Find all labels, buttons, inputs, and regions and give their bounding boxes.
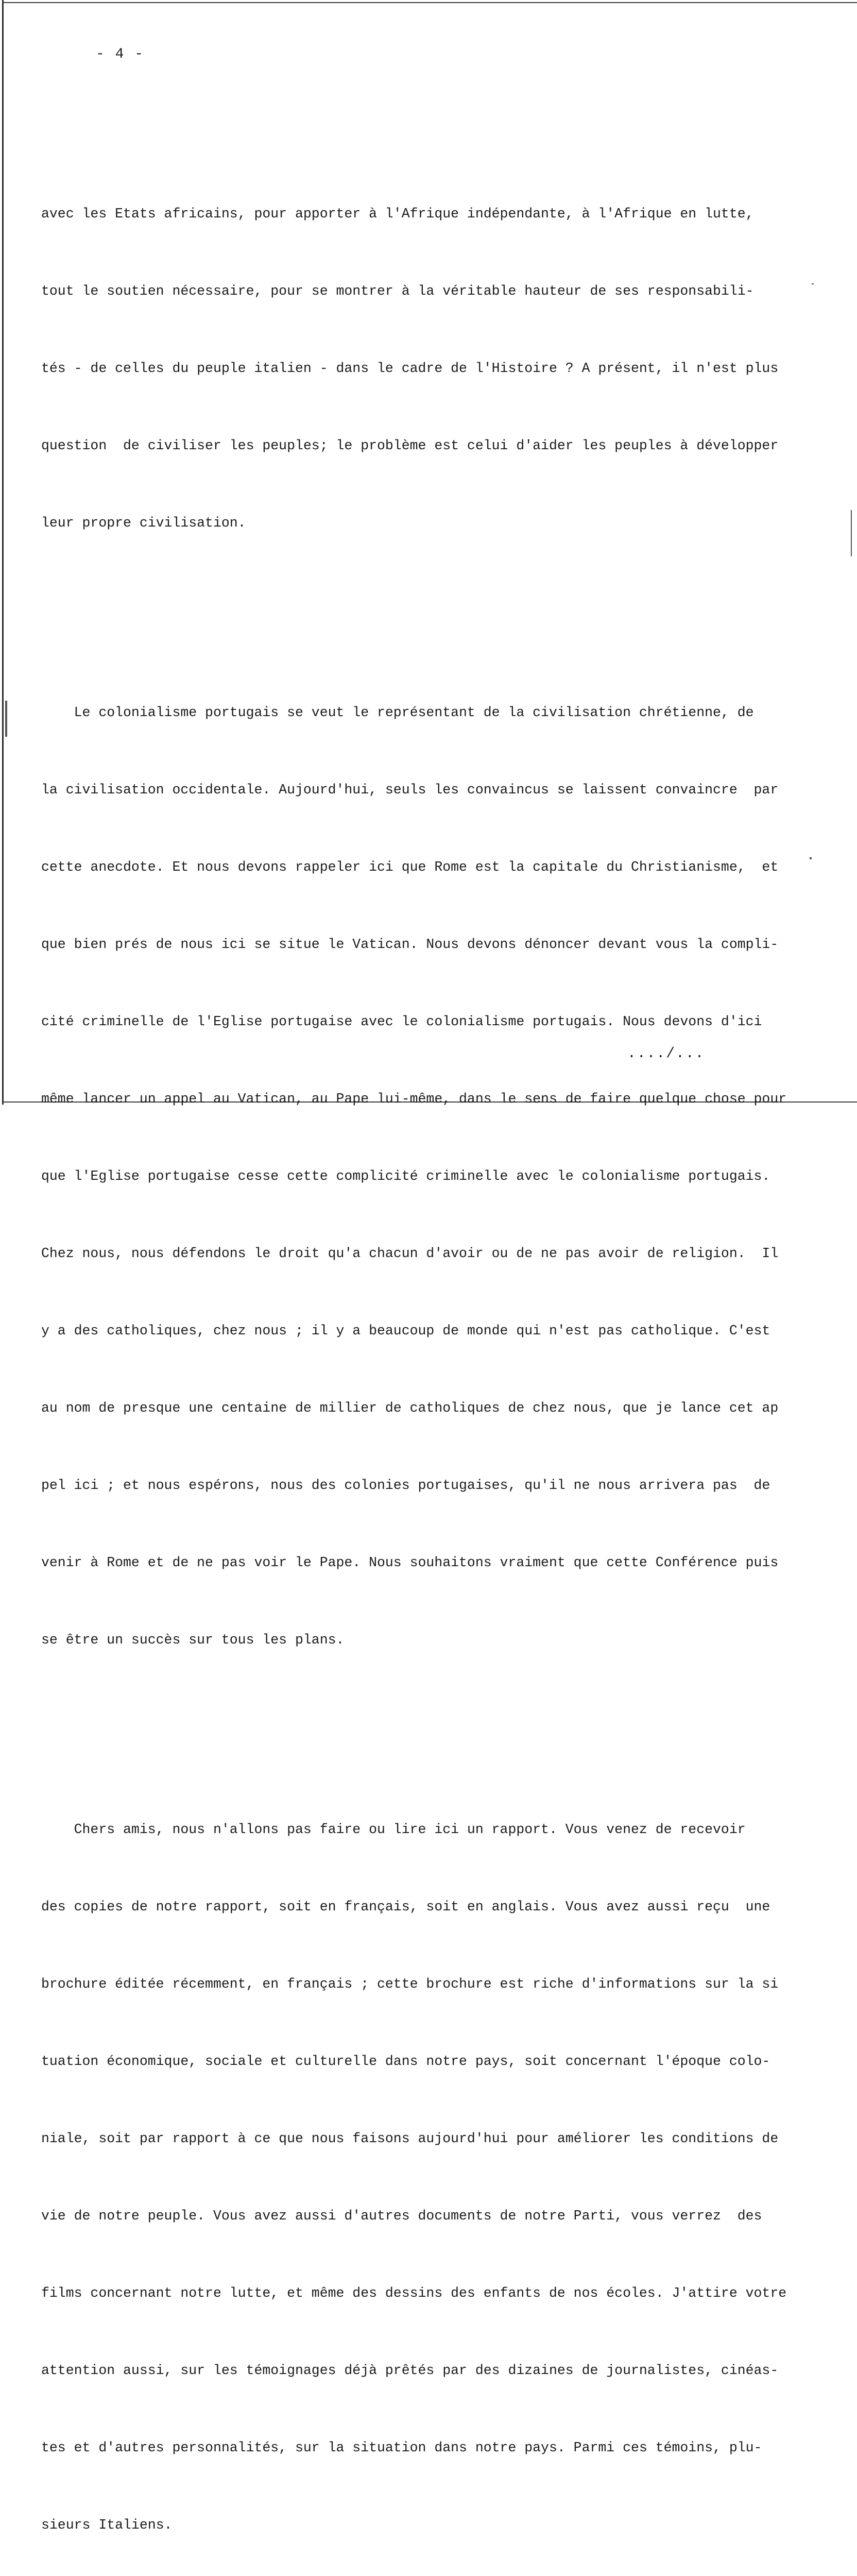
text-line: au nom de presque une centaine de millier de catholiques de chez nous, que je lance cet ap [41, 1400, 779, 1416]
text-line: la civilisation occidentale. Aujourd'hui, seuls les convaincus se laissent convaincre par [41, 782, 779, 798]
text-line: avec les Etats africains, pour apporter à l'Afrique indépendante, à l'Afrique en lutte, [41, 206, 754, 222]
text-line: brochure éditée récemment, en français ; cette brochure est riche d'informations sur la si [41, 1976, 779, 1992]
text-line: cette anecdote. Et nous devons rappeler ici que Rome est la capitale du Christianisme, et [41, 859, 779, 875]
text-line: Chers amis, nous n'allons pas faire ou lire ici un rapport. Vous venez de recevoir [41, 1822, 746, 1837]
continuation-mark: ..../... [627, 1046, 705, 1062]
scan-border-top [2, 2, 857, 3]
paragraph-3 [41, 1765, 787, 2576]
scan-speck [812, 283, 814, 284]
paragraph-2 [41, 648, 787, 1704]
text-line: sieurs Italiens. [41, 2517, 173, 2533]
text-line: vie de notre peuple. Vous avez aussi d'autres documents de notre Parti, vous verrez des [41, 2208, 762, 2224]
text-line: question de civiliser les peuples; le problème est celui d'aider les peuples à développer [41, 438, 779, 453]
scan-speck [851, 510, 852, 556]
text-line: attention aussi, sur les témoignages déjà prêtés par des dizaines de journalistes, cinéas- [41, 2363, 779, 2378]
page-number: - 4 - [96, 46, 145, 62]
text-line: se être un succès sur tous les plans. [41, 1632, 345, 1648]
scan-border-left [2, 0, 4, 1105]
text-line: films concernant notre lutte, et même des dessins des enfants de nos écoles. J'attire votre [41, 2285, 787, 2301]
paragraph-1 [41, 149, 783, 587]
text-line: leur propre civilisation. [41, 515, 246, 531]
text-line: tes et d'autres personnalités, sur la situation dans notre pays. Parmi ces témoins, plu- [41, 2440, 762, 2455]
text-line: Chez nous, nous défendons le droit qu'a chacun d'avoir ou de ne pas avoir de religion. Il [41, 1246, 779, 1261]
text-line: Le colonialisme portugais se veut le représentant de la civilisation chrétienne, de [41, 705, 754, 720]
text-line: cité criminelle de l'Eglise portugaise avec le colonialisme portugais. Nous devons d'ici [41, 1014, 762, 1029]
text-line: niale, soit par rapport à ce que nous faisons aujourd'hui pour améliorer les conditions de [41, 2131, 779, 2146]
text-line: que bien prés de nous ici se situe le Vatican. Nous devons dénoncer devant vous la compli- [41, 937, 779, 952]
text-line: venir à Rome et de ne pas voir le Pape. Nous souhaitons vraiment que cette Conférence puis [41, 1555, 779, 1570]
document-body [41, 98, 787, 2576]
text-line: tuation économique, sociale et culturelle dans notre pays, soit concernant l'époque colo- [41, 2054, 770, 2069]
text-line: y a des catholiques, chez nous ; il y a beaucoup de monde qui n'est pas catholique. C'est [41, 1323, 770, 1338]
text-line: des copies de notre rapport, soit en français, soit en anglais. Vous avez aussi reçu une [41, 1899, 770, 1914]
text-line: pel ici ; et nous espérons, nous des colonies portugaises, qu'il ne nous arrivera pas de [41, 1478, 770, 1493]
scan-speck [810, 857, 812, 859]
text-line: même lancer un appel au Vatican, au Pape lui-même, dans le sens de faire quelque chose pour [41, 1091, 787, 1107]
text-line: tout le soutien nécessaire, pour se montrer à la véritable hauteur de ses responsabili- [41, 283, 754, 299]
text-line: que l'Eglise portugaise cesse cette complicité criminelle avec le colonialisme portugais. [41, 1168, 770, 1184]
text-line: tés - de celles du peuple italien - dans le cadre de l'Histoire ? A présent, il n'est plus [41, 361, 779, 376]
scan-speck [5, 701, 7, 737]
